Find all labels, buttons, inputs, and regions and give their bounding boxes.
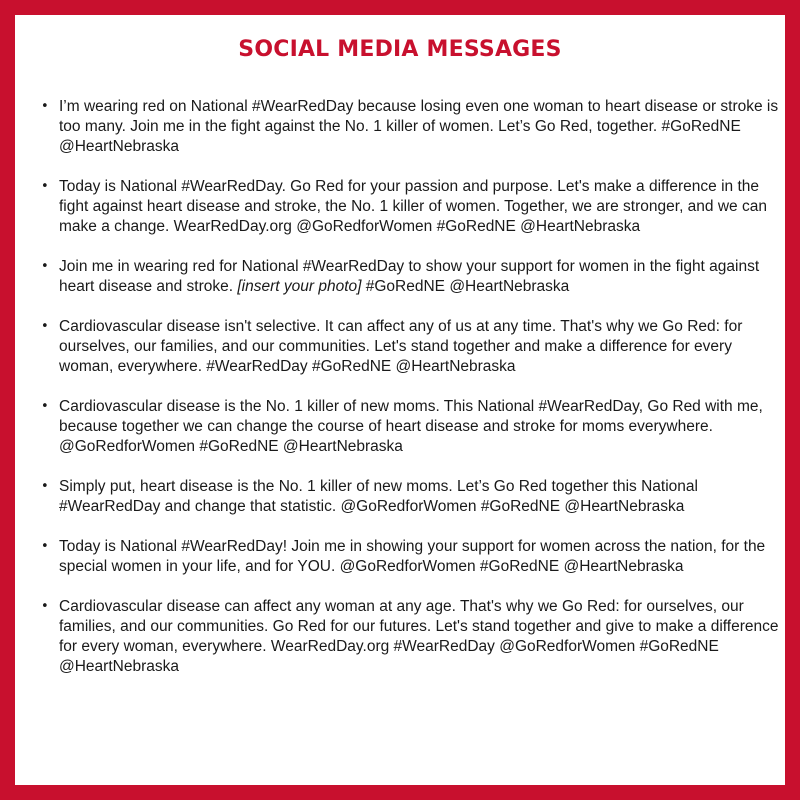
message-item — [41, 317, 781, 377]
message-text: Join me in wearing red for National #WearRedDay to show your support for women in the fight against heart disease and stroke. — [59, 258, 760, 295]
message-item — [41, 97, 781, 157]
message-text: Today is National #WearRedDay! Join me in showing your support for women across the nation, for the special women in your life, and for YOU. @GoRedforWomen #GoRedNE @HeartNebraska — [59, 538, 766, 575]
bullet-icon: • — [41, 599, 49, 614]
bullet-icon: • — [41, 179, 49, 194]
bullet-icon: • — [41, 99, 49, 114]
message-text: Cardiovascular disease isn't selective. It can affect any of us at any time. That's why we Go Red: for ourselves, our families, and our communities. Let's stand together and make a difference for every woman, everywhere. #WearRedDay #GoRedNE @HeartNebraska — [59, 318, 743, 375]
bullet-icon: • — [41, 259, 49, 274]
message-text: Today is National #WearRedDay. Go Red for your passion and purpose. Let's make a difference in the fight against heart disease and stroke, the No. 1 killer of women. Together, we are stronger, and we can make a change. WearRedDay.org @GoRedforWomen #GoRedNE @HeartNebraska — [59, 178, 767, 235]
message-item — [41, 477, 781, 517]
message-text-tail: #GoRedNE @HeartNebraska — [361, 278, 570, 295]
page-title: SOCIAL MEDIA MESSAGES — [238, 37, 562, 62]
message-list — [41, 97, 781, 697]
message-text: Simply put, heart disease is the No. 1 killer of new moms. Let’s Go Red together this National #WearRedDay and change that statistic. @GoRedforWomen #GoRedNE @HeartNebraska — [59, 478, 698, 515]
message-item — [41, 177, 781, 237]
message-item — [41, 257, 781, 297]
message-text: I’m wearing red on National #WearRedDay because losing even one woman to heart disease or stroke is too many. Join me in the fight against the No. 1 killer of women. Let’s Go Red, together. #GoRedNE @HeartNebraska — [59, 98, 779, 155]
message-item — [41, 537, 781, 577]
message-placeholder-text: [insert your photo] — [237, 278, 362, 295]
bullet-icon: • — [41, 399, 49, 414]
message-item — [41, 597, 781, 677]
message-text: Cardiovascular disease is the No. 1 killer of new moms. This National #WearRedDay, Go Red with me, because together we can change the course of heart disease and stroke for moms everywhere. @GoRedforWomen #GoRedNE @HeartNebraska — [59, 398, 763, 455]
bullet-icon: • — [41, 539, 49, 554]
bullet-icon: • — [41, 319, 49, 334]
message-item — [41, 397, 781, 457]
bullet-icon: • — [41, 479, 49, 494]
message-text: Cardiovascular disease can affect any woman at any age. That's why we Go Red: for ourselves, our families, and our communities. Go Red for our futures. Let's stand together and give to make a difference for every woman, everywhere. WearRedDay.org #WearRedDay @GoRedforWomen #GoRedNE @HeartNebraska — [59, 598, 779, 675]
